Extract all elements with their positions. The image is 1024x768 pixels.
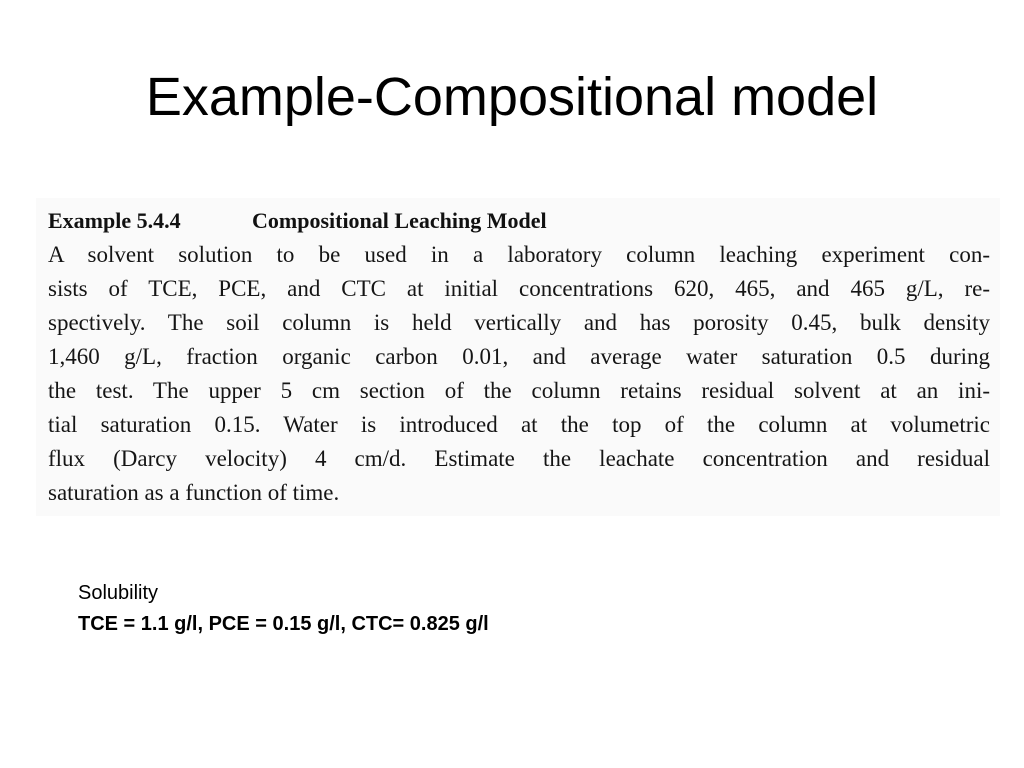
example-number: Example 5.4.4 — [48, 208, 181, 233]
slide-title: Example-Compositional model — [145, 67, 879, 127]
example-text-line: tial saturation 0.15. Water is introduced at the top of the column at volumetric — [48, 412, 990, 437]
example-text-line: A solvent solution to be used in a laboratory column leaching experiment con- — [48, 242, 990, 267]
example-heading-title: Compositional Leaching Model — [252, 208, 547, 233]
example-excerpt — [36, 198, 1000, 516]
example-text-line: 1,460 g/L, fraction organic carbon 0.01, and average water saturation 0.5 during — [48, 344, 990, 369]
example-text-line: saturation as a function of time. — [48, 480, 340, 505]
solubility-values: TCE = 1.1 g/l, PCE = 0.15 g/l, CTC= 0.825 g/l — [78, 613, 489, 635]
example-text-line: the test. The upper 5 cm section of the column retains residual solvent at an ini- — [48, 378, 990, 403]
solubility-label: Solubility — [78, 582, 159, 604]
example-text-line: sists of TCE, PCE, and CTC at initial concentrations 620, 465, and 465 g/L, re- — [48, 276, 990, 301]
example-heading — [48, 208, 547, 234]
example-text-line: flux (Darcy velocity) 4 cm/d. Estimate the leachate concentration and residual — [48, 446, 990, 471]
example-text-line: spectively. The soil column is held vertically and has porosity 0.45, bulk density — [48, 310, 990, 335]
